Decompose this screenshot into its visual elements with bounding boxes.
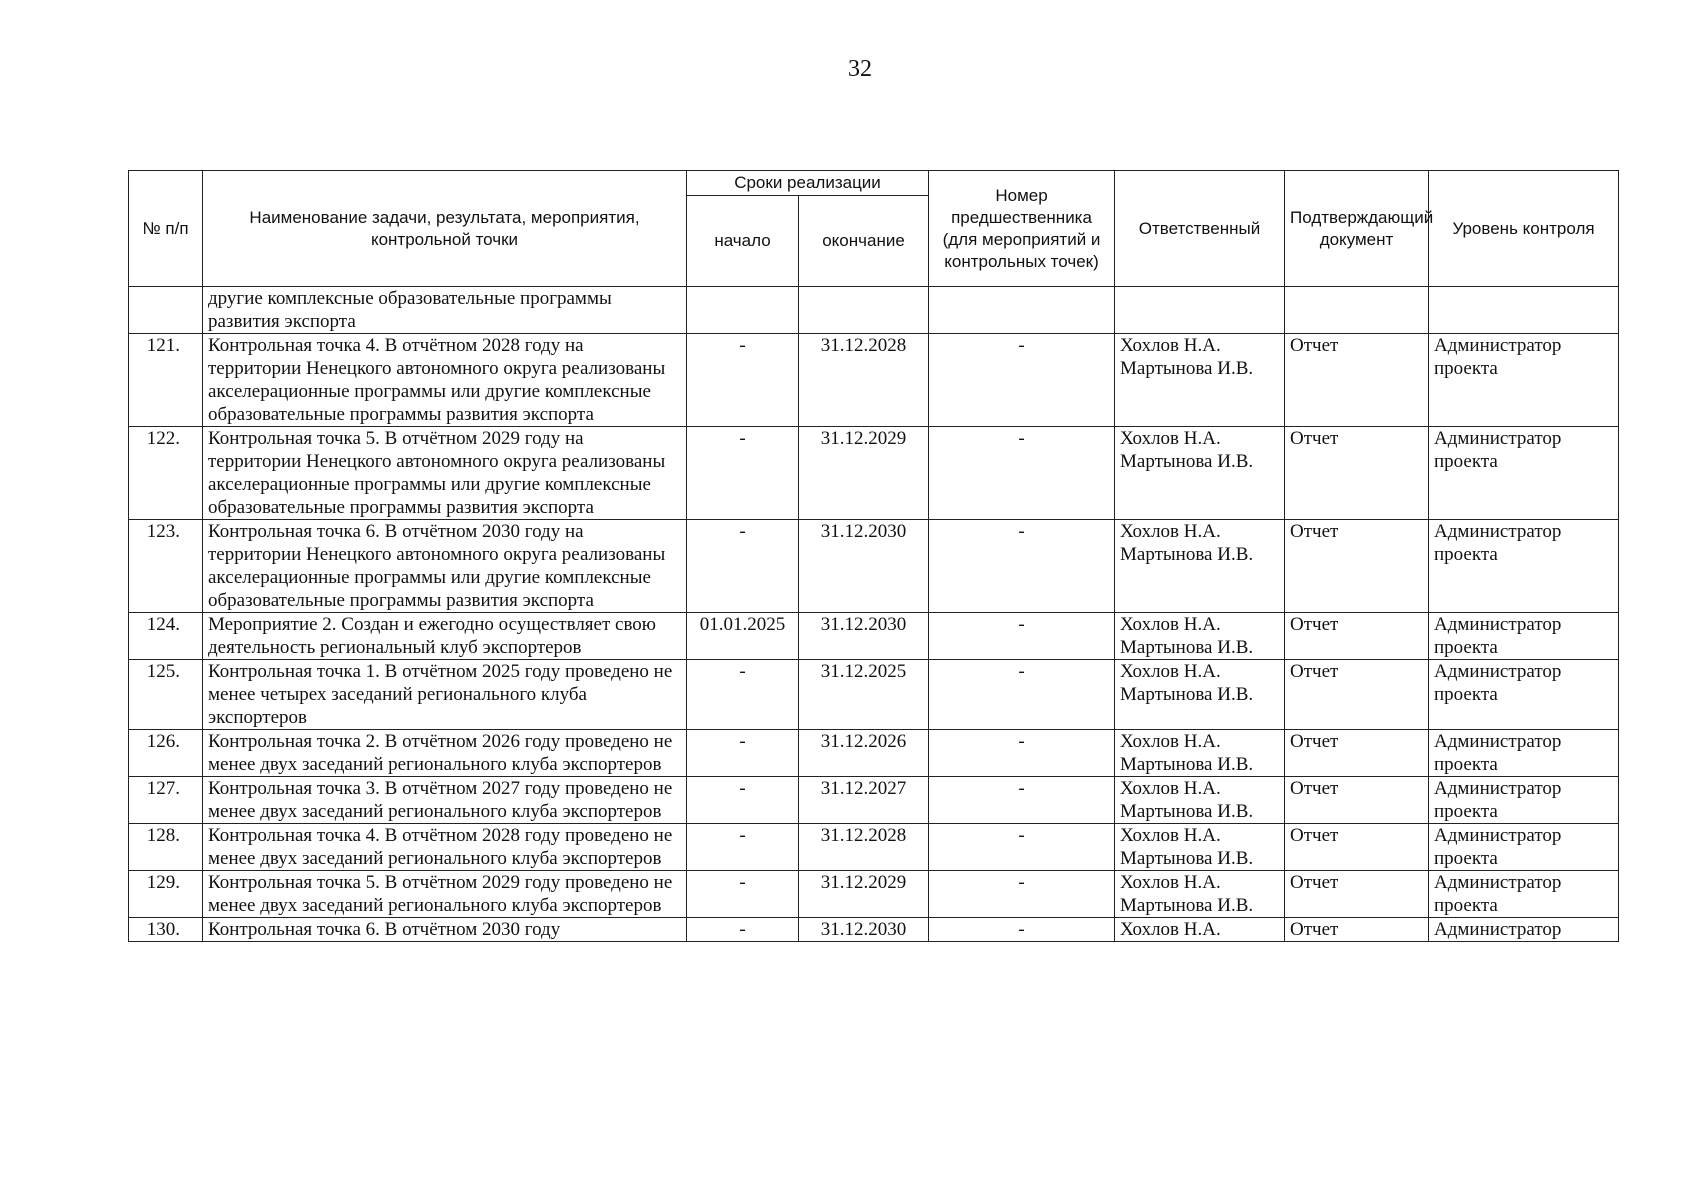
cell-responsible: Хохлов Н.А. Мартынова И.В. <box>1115 613 1285 660</box>
cell-end: 31.12.2026 <box>799 730 929 777</box>
cell-document: Отчет <box>1285 730 1429 777</box>
cell-num: 126. <box>129 730 203 777</box>
cell-control: Администратор <box>1429 918 1619 942</box>
cell-name: Контрольная точка 6. В отчётном 2030 году на территории Ненецкого автономного округа реализованы акселерационные программы или другие комплексные образовательные программы развития экспорта <box>203 520 687 613</box>
cell-predecessor: - <box>929 777 1115 824</box>
cell-end: 31.12.2028 <box>799 824 929 871</box>
header-period: Сроки реализации <box>687 171 929 196</box>
cell-num: 122. <box>129 427 203 520</box>
cell-responsible <box>1115 287 1285 334</box>
cell-control <box>1429 287 1619 334</box>
header-responsible: Ответственный <box>1115 171 1285 287</box>
cell-end: 31.12.2030 <box>799 520 929 613</box>
cell-responsible: Хохлов Н.А. Мартынова И.В. <box>1115 334 1285 427</box>
cell-document: Отчет <box>1285 824 1429 871</box>
cell-name: Контрольная точка 4. В отчётном 2028 году на территории Ненецкого автономного округа реализованы акселерационные программы или другие комплексные образовательные программы развития экспорта <box>203 334 687 427</box>
cell-name: Контрольная точка 5. В отчётном 2029 году на территории Ненецкого автономного округа реализованы акселерационные программы или другие комплексные образовательные программы развития экспорта <box>203 427 687 520</box>
cell-responsible: Хохлов Н.А. Мартынова И.В. <box>1115 871 1285 918</box>
cell-predecessor: - <box>929 871 1115 918</box>
cell-responsible: Хохлов Н.А. Мартынова И.В. <box>1115 660 1285 730</box>
cell-document: Отчет <box>1285 613 1429 660</box>
header-num: № п/п <box>129 171 203 287</box>
table-row <box>129 730 1619 777</box>
cell-name: Контрольная точка 4. В отчётном 2028 году проведено не менее двух заседаний регионального клуба экспортеров <box>203 824 687 871</box>
table-row <box>129 520 1619 613</box>
cell-name: Контрольная точка 6. В отчётном 2030 году <box>203 918 687 942</box>
header-predecessor: Номер предшественника (для мероприятий и контрольных точек) <box>929 171 1115 287</box>
cell-document: Отчет <box>1285 777 1429 824</box>
table-row <box>129 824 1619 871</box>
cell-control: Администратор проекта <box>1429 660 1619 730</box>
table-row <box>129 871 1619 918</box>
cell-num: 129. <box>129 871 203 918</box>
cell-control: Администратор проекта <box>1429 871 1619 918</box>
cell-control: Администратор проекта <box>1429 777 1619 824</box>
cell-start: - <box>687 871 799 918</box>
table-row <box>129 918 1619 942</box>
cell-end: 31.12.2029 <box>799 871 929 918</box>
cell-end: 31.12.2030 <box>799 613 929 660</box>
cell-name: Контрольная точка 5. В отчётном 2029 году проведено не менее двух заседаний регионального клуба экспортеров <box>203 871 687 918</box>
cell-predecessor: - <box>929 334 1115 427</box>
table-row <box>129 334 1619 427</box>
table-row <box>129 613 1619 660</box>
cell-end <box>799 287 929 334</box>
cell-document: Отчет <box>1285 660 1429 730</box>
cell-control: Администратор проекта <box>1429 824 1619 871</box>
cell-document: Отчет <box>1285 871 1429 918</box>
cell-start: - <box>687 730 799 777</box>
cell-num: 124. <box>129 613 203 660</box>
cell-document: Отчет <box>1285 520 1429 613</box>
cell-start: - <box>687 918 799 942</box>
cell-responsible: Хохлов Н.А. Мартынова И.В. <box>1115 730 1285 777</box>
cell-control: Администратор проекта <box>1429 427 1619 520</box>
cell-document: Отчет <box>1285 918 1429 942</box>
cell-predecessor <box>929 287 1115 334</box>
cell-responsible: Хохлов Н.А. Мартынова И.В. <box>1115 427 1285 520</box>
cell-end: 31.12.2027 <box>799 777 929 824</box>
cell-document: Отчет <box>1285 427 1429 520</box>
cell-start: - <box>687 824 799 871</box>
cell-predecessor: - <box>929 613 1115 660</box>
cell-end: 31.12.2028 <box>799 334 929 427</box>
table-row <box>129 660 1619 730</box>
cell-name: Контрольная точка 2. В отчётном 2026 году проведено не менее двух заседаний регионального клуба экспортеров <box>203 730 687 777</box>
page-number: 32 <box>848 56 872 82</box>
cell-start: 01.01.2025 <box>687 613 799 660</box>
cell-num: 125. <box>129 660 203 730</box>
cell-num: 128. <box>129 824 203 871</box>
cell-control: Администратор проекта <box>1429 520 1619 613</box>
header-end: окончание <box>799 196 929 287</box>
cell-responsible: Хохлов Н.А. Мартынова И.В. <box>1115 777 1285 824</box>
header-document: Подтверждающий документ <box>1285 171 1429 287</box>
plan-table <box>128 170 1619 942</box>
cell-end: 31.12.2029 <box>799 427 929 520</box>
cell-control: Администратор проекта <box>1429 613 1619 660</box>
cell-start <box>687 287 799 334</box>
cell-name: другие комплексные образовательные программы развития экспорта <box>203 287 687 334</box>
cell-start: - <box>687 427 799 520</box>
header-control: Уровень контроля <box>1429 171 1619 287</box>
cell-end: 31.12.2025 <box>799 660 929 730</box>
cell-start: - <box>687 520 799 613</box>
cell-num <box>129 287 203 334</box>
table-row <box>129 777 1619 824</box>
cell-control: Администратор проекта <box>1429 730 1619 777</box>
cell-num: 121. <box>129 334 203 427</box>
cell-responsible: Хохлов Н.А. Мартынова И.В. <box>1115 520 1285 613</box>
cell-start: - <box>687 777 799 824</box>
cell-predecessor: - <box>929 824 1115 871</box>
cell-num: 123. <box>129 520 203 613</box>
cell-predecessor: - <box>929 918 1115 942</box>
cell-predecessor: - <box>929 427 1115 520</box>
cell-name: Мероприятие 2. Создан и ежегодно осуществляет свою деятельность региональный клуб экспортеров <box>203 613 687 660</box>
cell-responsible: Хохлов Н.А. <box>1115 918 1285 942</box>
cell-name: Контрольная точка 3. В отчётном 2027 году проведено не менее двух заседаний регионального клуба экспортеров <box>203 777 687 824</box>
cell-document <box>1285 287 1429 334</box>
cell-predecessor: - <box>929 520 1115 613</box>
table-header <box>129 171 1619 287</box>
cell-start: - <box>687 660 799 730</box>
cell-control: Администратор проекта <box>1429 334 1619 427</box>
header-start: начало <box>687 196 799 287</box>
cell-predecessor: - <box>929 660 1115 730</box>
cell-name: Контрольная точка 1. В отчётном 2025 году проведено не менее четырех заседаний регионального клуба экспортеров <box>203 660 687 730</box>
table-row <box>129 287 1619 334</box>
cell-document: Отчет <box>1285 334 1429 427</box>
header-name: Наименование задачи, результата, мероприятия, контрольной точки <box>203 171 687 287</box>
cell-start: - <box>687 334 799 427</box>
cell-num: 127. <box>129 777 203 824</box>
cell-responsible: Хохлов Н.А. Мартынова И.В. <box>1115 824 1285 871</box>
cell-num: 130. <box>129 918 203 942</box>
table-body <box>129 287 1619 942</box>
cell-end: 31.12.2030 <box>799 918 929 942</box>
table-row <box>129 427 1619 520</box>
cell-predecessor: - <box>929 730 1115 777</box>
